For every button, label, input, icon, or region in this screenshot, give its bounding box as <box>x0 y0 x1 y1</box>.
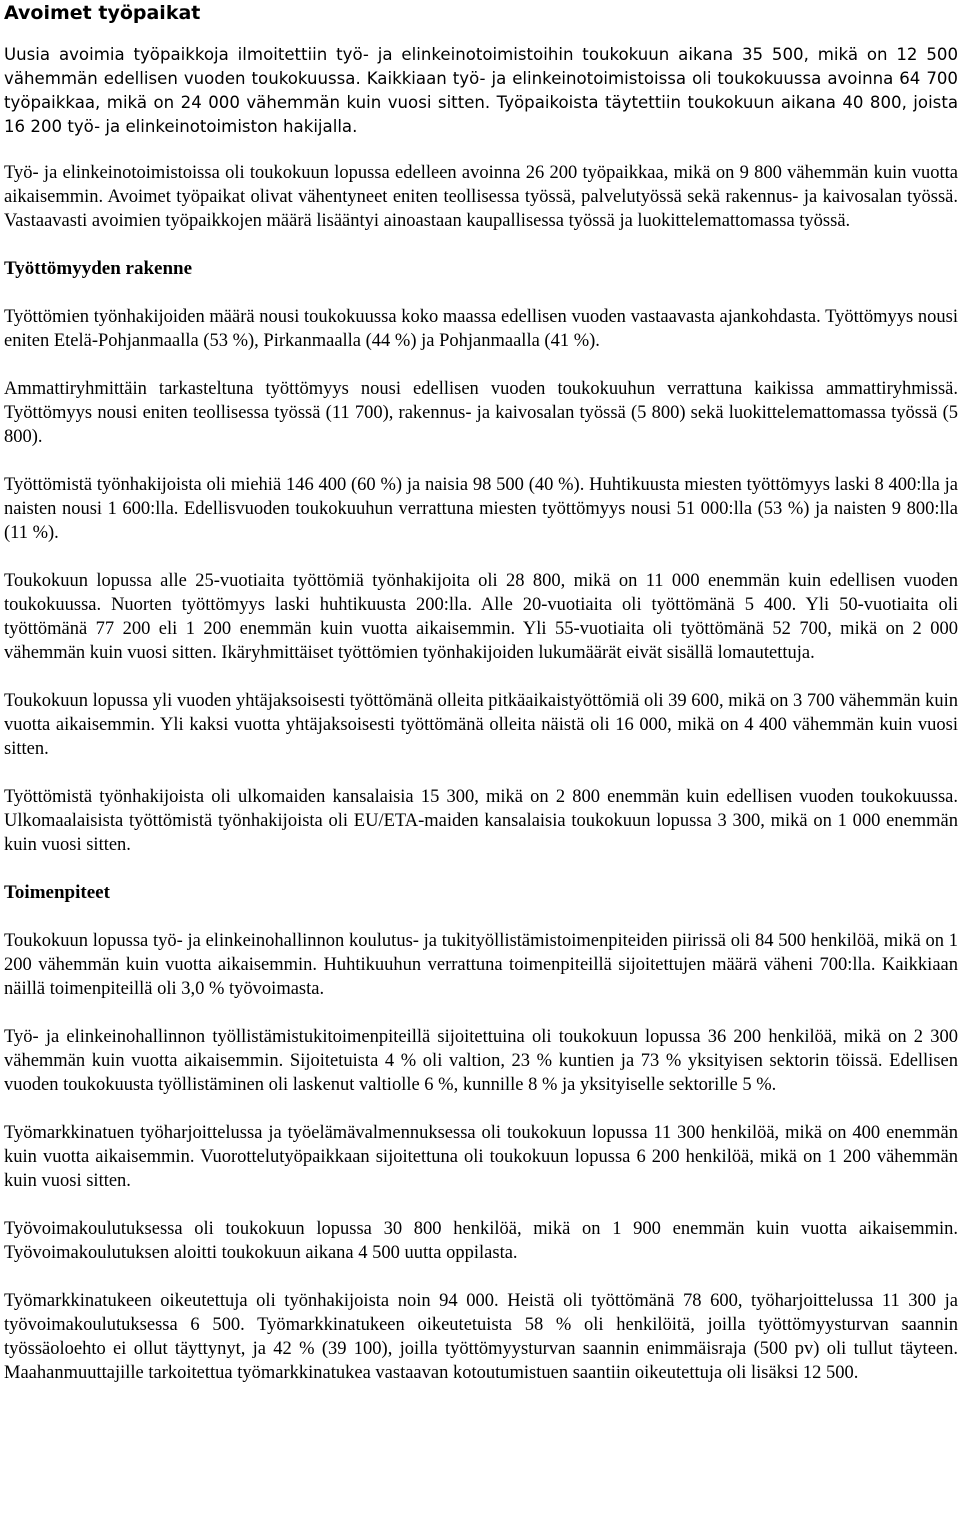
spacer <box>4 449 958 473</box>
paragraph-measures-total: Toukokuun lopussa työ- ja elinkeinohallinnon koulutus- ja tukityöllistämistoimenpiteiden piirissä oli 84 500 henkilöä, mikä on 1 200 vähemmän kuin vuotta aikaisemmin. Huhtikuuhun verrattuna toimenpiteillä sijoitettujen määrä väheni 700:lla. Kaikkiaan näillä toimenpiteillä oli 3,0 % työvoimasta. <box>4 931 958 999</box>
spacer <box>4 139 958 161</box>
paragraph-labour-training: Työvoimakoulutuksessa oli toukokuun lopussa 30 800 henkilöä, mikä on 1 900 enemmän kuin vuotta aikaisemmin. Työvoimakoulutuksen aloitti toukokuun aikana 4 500 uutta oppilasta. <box>4 1219 958 1263</box>
page-title: Avoimet työpaikat <box>4 2 201 24</box>
paragraph-regional-unemployment: Työttömien työnhakijoiden määrä nousi toukokuussa koko maassa edellisen vuoden vastaavasta ajankohdasta. Työttömyys nousi eniten Etelä-Pohjanmaalla (53 %), Pirkanmaalla (44 %) ja Pohjanmaalla (41 %). <box>4 307 958 351</box>
section-heading-measures: Toimenpiteet <box>4 882 110 903</box>
paragraph-work-practice: Työmarkkinatuen työharjoittelussa ja työelämävalmennuksessa oli toukokuun lopussa 11 300 henkilöä, mikä on 400 enemmän kuin vuotta aikaisemmin. Vuorottelutyöpaikkaan sijoitettuna oli toukokuun lopussa 6 200 henkilöä, mikä on 1 200 vähemmän kuin vuosi sitten. <box>4 1123 958 1191</box>
paragraph-long-term-unemployed: Toukokuun lopussa yli vuoden yhtäjaksoisesti työttömänä olleita pitkäaikaistyöttömiä oli 39 600, mikä on 3 700 vähemmän kuin vuotta aikaisemmin. Yli kaksi vuotta yhtäjaksoisesti työttömänä olleita näistä oli 16 000, mikä on 4 400 vähemmän kuin vuosi sitten. <box>4 691 958 759</box>
section-heading-unemployment-structure: Työttömyyden rakenne <box>4 258 193 279</box>
paragraph-new-vacancies: Uusia avoimia työpaikkoja ilmoitettiin työ- ja elinkeinotoimistoihin toukokuun aikana 35 500, mikä on 12 500 vähemmän edellisen vuoden toukokuussa. Kaikkiaan työ- ja elinkeinotoimistoissa oli toukokuussa avoinna 64 700 työpaikkaa, mikä on 24 000 vähemmän kuin vuosi sitten. Työpaikoista täytettiin toukokuun aikana 40 800, joista 16 200 työ- ja elinkeinotoimiston hakijalla. <box>4 45 958 136</box>
paragraph-open-vacancies: Työ- ja elinkeinotoimistoissa oli toukokuun lopussa edelleen avoinna 26 200 työpaikkaa, mikä on 9 800 vähemmän kuin vuotta aikaisemmin. Avoimet työpaikat olivat vähentyneet eniten teollisessa työssä, palvelutyössä sekä rakennus- ja kaivosalan työssä. Vastaavasti avoimien työpaikkojen määrä lisääntyi ainoastaan kaupallisessa työssä ja luokittelemattomassa työssä. <box>4 163 958 231</box>
spacer <box>4 545 958 569</box>
paragraph-gender: Työttömistä työnhakijoista oli miehiä 146 400 (60 %) ja naisia 98 500 (40 %). Huhtikuusta miesten työttömyys laski 8 400:lla ja naisten nousi 1 600:lla. Edellisvuoden toukokuuhun verrattuna miesten työttömyys nousi 51 000:lla (53 %) ja naisten 9 800:lla (11 %). <box>4 475 958 543</box>
paragraph-age-groups: Toukokuun lopussa alle 25-vuotiaita työttömiä työnhakijoita oli 28 800, mikä on 11 000 enemmän kuin edellisen vuoden toukokuussa. Nuorten työttömyys laski huhtikuusta 200:lla. Alle 20-vuotiaita oli työttömänä 5 400. Yli 50-vuotiaita oli työttömänä 77 200 eli 1 200 enemmän kuin vuotta aikaisemmin. Yli 55-vuotiaita oli työttömänä 52 700, mikä on 2 000 vähemmän kuin vuosi sitten. Ikäryhmittäiset työttömien työnhakijoiden lukumäärät eivät sisällä lomautettuja. <box>4 571 958 663</box>
spacer <box>4 761 958 785</box>
spacer <box>4 857 958 881</box>
paragraph-occupational-groups: Ammattiryhmittäin tarkasteltuna työttömyys nousi edellisen vuoden toukokuuhun verrattuna kaikissa ammattiryhmissä. Työttömyys nousi eniten teollisessa työssä (11 700), rakennus- ja kaivosalan työssä (5 800) sekä luokittelemattomassa työssä (5 800). <box>4 379 958 447</box>
spacer <box>4 233 958 257</box>
spacer <box>4 281 958 305</box>
spacer <box>4 1097 958 1121</box>
spacer <box>4 353 958 377</box>
paragraph-employment-subsidies: Työ- ja elinkeinohallinnon työllistämistukitoimenpiteillä sijoitettuina oli toukokuun lopussa 36 200 henkilöä, mikä on 2 300 vähemmän kuin vuotta aikaisemmin. Sijoitetuista 4 % oli valtion, 23 % kuntien ja 73 % yksityisen sektorin töissä. Edellisen vuoden toukokuusta työllistäminen oli laskenut valtiolle 6 %, kunnille 8 % ja yksityiselle sektorille 5 %. <box>4 1027 958 1095</box>
spacer <box>4 26 958 43</box>
spacer <box>4 665 958 689</box>
spacer <box>4 1193 958 1217</box>
paragraph-labour-market-support: Työmarkkinatukeen oikeutettuja oli työnhakijoista noin 94 000. Heistä oli työttömänä 78 600, työharjoittelussa 11 300 ja työvoimakoulutuksessa 6 500. Työmarkkinatukeen oikeutetuista 58 % oli henkilöitä, joilla työttömyysturvan saannin työssäoloehto ei ollut täyttynyt, ja 42 % (39 100), joilla työttömyysturvan saannin enimmäisraja (500 pv) oli tullut täyteen. Maahanmuuttajille tarkoitettua työmarkkinatukea vastaavan kotoutumistuen saantiin oikeutettuja oli lisäksi 12 500. <box>4 1291 958 1383</box>
spacer <box>4 905 958 929</box>
spacer <box>4 1265 958 1289</box>
spacer <box>4 1001 958 1025</box>
paragraph-foreign-nationals: Työttömistä työnhakijoista oli ulkomaiden kansalaisia 15 300, mikä on 2 800 enemmän kuin edellisen vuoden toukokuussa. Ulkomaalaisista työttömistä työnhakijoista oli EU/ETA-maiden kansalaisia toukokuun lopussa 3 300, mikä on 1 000 enemmän kuin vuosi sitten. <box>4 787 958 855</box>
